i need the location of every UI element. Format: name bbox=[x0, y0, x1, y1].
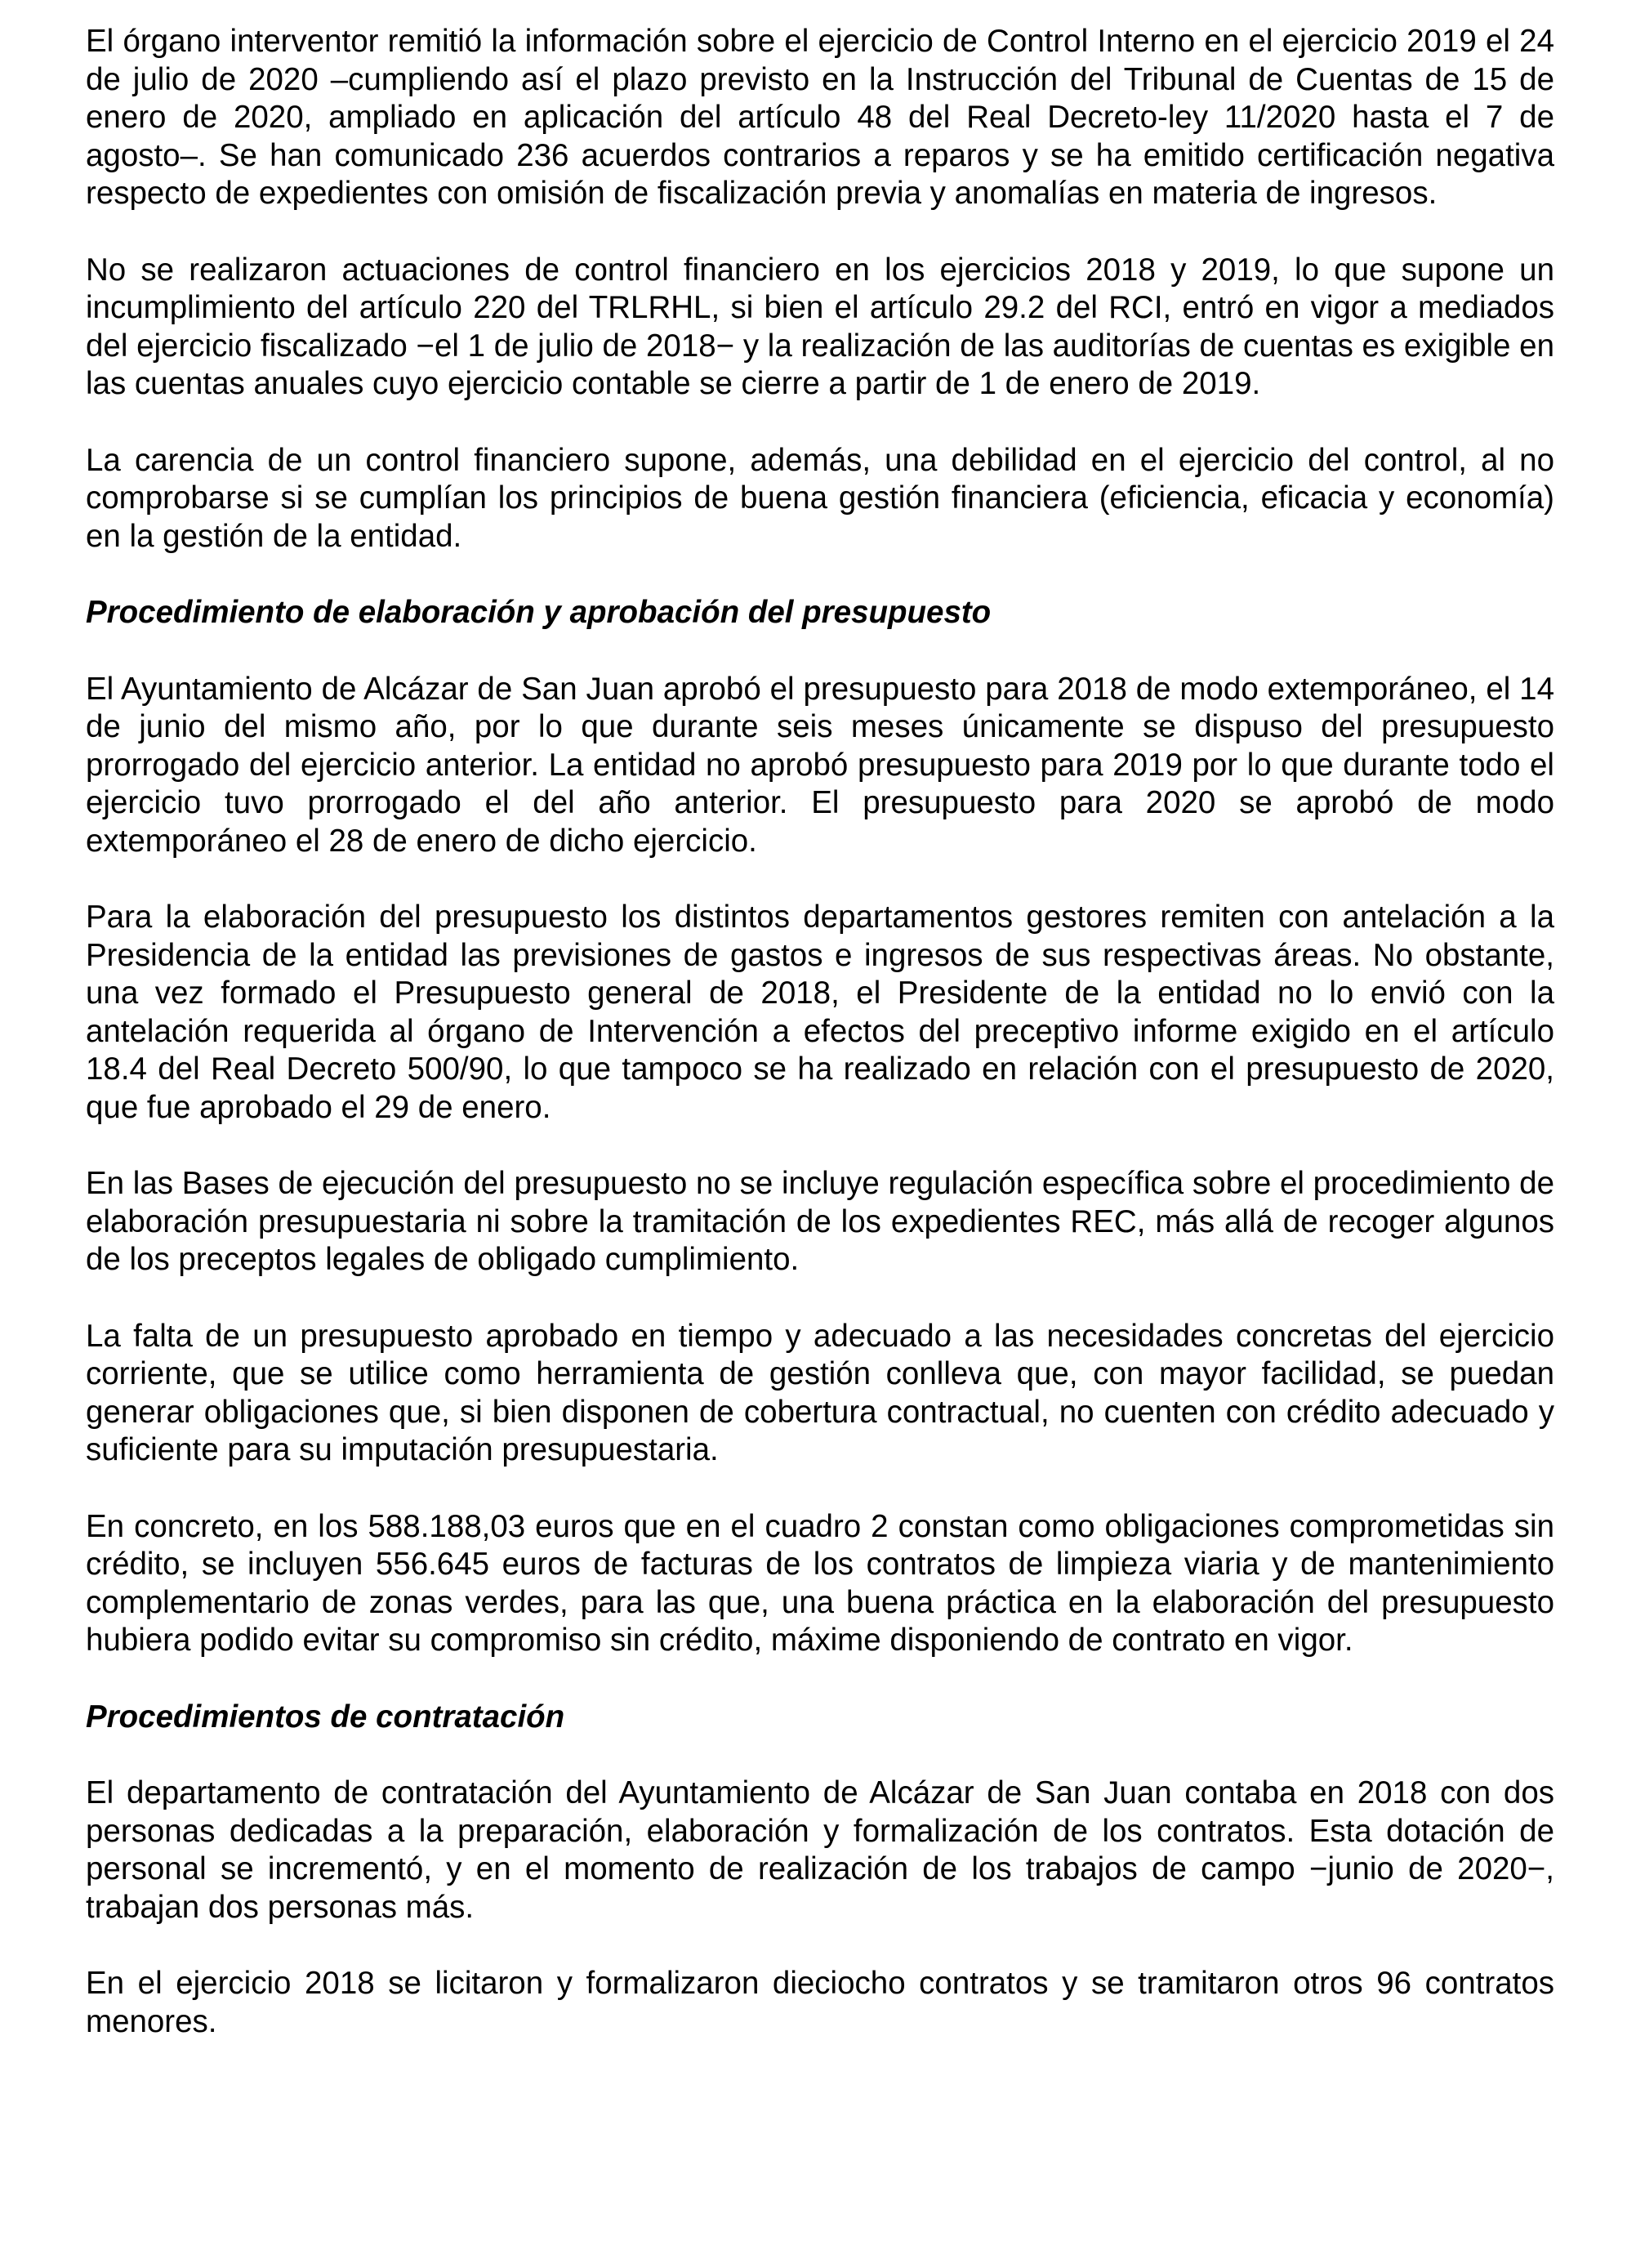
section-heading-presupuesto: Procedimiento de elaboración y aprobación del presupuesto bbox=[86, 595, 992, 630]
paragraph-aprobacion-presupuesto: El Ayuntamiento de Alcázar de San Juan aprobó el presupuesto para 2018 de modo extemporáneo, el 14 de junio del mismo año, por lo que durante seis meses únicamente se dispuso del presupuesto prorrogado del ejercicio anterior. La entidad no aprobó presupuesto para 2019 por lo que durante todo el ejercicio tuvo prorrogado el del año anterior. El presupuesto para 2020 se aprobó de modo extemporáneo el 28 de enero de dicho ejercicio. bbox=[86, 671, 1554, 859]
paragraph-departamento-contratacion: El departamento de contratación del Ayuntamiento de Alcázar de San Juan contaba en 2018 con dos personas dedicadas a la preparación, elaboración y formalización de los contratos. Esta dotación de personal se incrementó, y en el momento de realización de los trabajos de campo −junio de 2020−, trabajan dos personas más. bbox=[86, 1775, 1554, 1925]
paragraph-control-interno: El órgano interventor remitió la información sobre el ejercicio de Control Interno en el ejercicio 2019 el 24 de julio de 2020 –cumpliendo así el plazo previsto en la Instrucción del Tribunal de Cuentas de 15 de enero de 2020, ampliado en aplicación del artículo 48 del Real Decreto-ley 11/2020 hasta el 7 de agosto–. Se han comunicado 236 acuerdos contrarios a reparos y se ha emitido certificación negativa respecto de expedientes con omisión de fiscalización previa y anomalías en materia de ingresos. bbox=[86, 24, 1554, 211]
document-page bbox=[86, 23, 1554, 2079]
paragraph-control-financiero: No se realizaron actuaciones de control financiero en los ejercicios 2018 y 2019, lo que supone un incumplimiento del artículo 220 del TRLRHL, si bien el artículo 29.2 del RCI, entró en vigor a mediados del ejercicio fiscalizado −el 1 de julio de 2018− y la realización de las auditorías de cuentas es exigible en las cuentas anuales cuyo ejercicio contable se cierre a partir de 1 de enero de 2019. bbox=[86, 252, 1554, 401]
paragraph-elaboracion-presupuesto: Para la elaboración del presupuesto los distintos departamentos gestores remiten con antelación a la Presidencia de la entidad las previsiones de gastos e ingresos de sus respectivas áreas. No obstante, una vez formado el Presupuesto general de 2018, el Presidente de la entidad no lo envió con la antelación requerida al órgano de Intervención a efectos del preceptivo informe exigido en el artículo 18.4 del Real Decreto 500/90, lo que tampoco se ha realizado en relación con el presupuesto de 2020, que fue aprobado el 29 de enero. bbox=[86, 900, 1554, 1125]
paragraph-obligaciones-sin-credito: En concreto, en los 588.188,03 euros que en el cuadro 2 constan como obligaciones comprometidas sin crédito, se incluyen 556.645 euros de facturas de los contratos de limpieza viaria y de mantenimiento complementario de zonas verdes, para las que, una buena práctica en la elaboración del presupuesto hubiera podido evitar su compromiso sin crédito, máxime disponiendo de contrato en vigor. bbox=[86, 1508, 1554, 1658]
paragraph-bases-ejecucion: En las Bases de ejecución del presupuesto no se incluye regulación específica sobre el procedimiento de elaboración presupuestaria ni sobre la tramitación de los expedientes REC, más allá de recoger algunos de los preceptos legales de obligado cumplimiento. bbox=[86, 1166, 1554, 1277]
paragraph-contratos-2018: En el ejercicio 2018 se licitaron y formalizaron dieciocho contratos y se tramitaron otros 96 contratos menores. bbox=[86, 1966, 1554, 2039]
paragraph-falta-presupuesto: La falta de un presupuesto aprobado en tiempo y adecuado a las necesidades concretas del ejercicio corriente, que se utilice como herramienta de gestión conlleva que, con mayor facilidad, se puedan generar obligaciones que, si bien disponen de cobertura contractual, no cuenten con crédito adecuado y suficiente para su imputación presupuestaria. bbox=[86, 1318, 1554, 1467]
paragraph-carencia-control: La carencia de un control financiero supone, además, una debilidad en el ejercicio del control, al no comprobarse si se cumplían los principios de buena gestión financiera (eficiencia, eficacia y economía) en la gestión de la entidad. bbox=[86, 442, 1554, 554]
section-heading-contratacion: Procedimientos de contratación bbox=[86, 1699, 565, 1734]
